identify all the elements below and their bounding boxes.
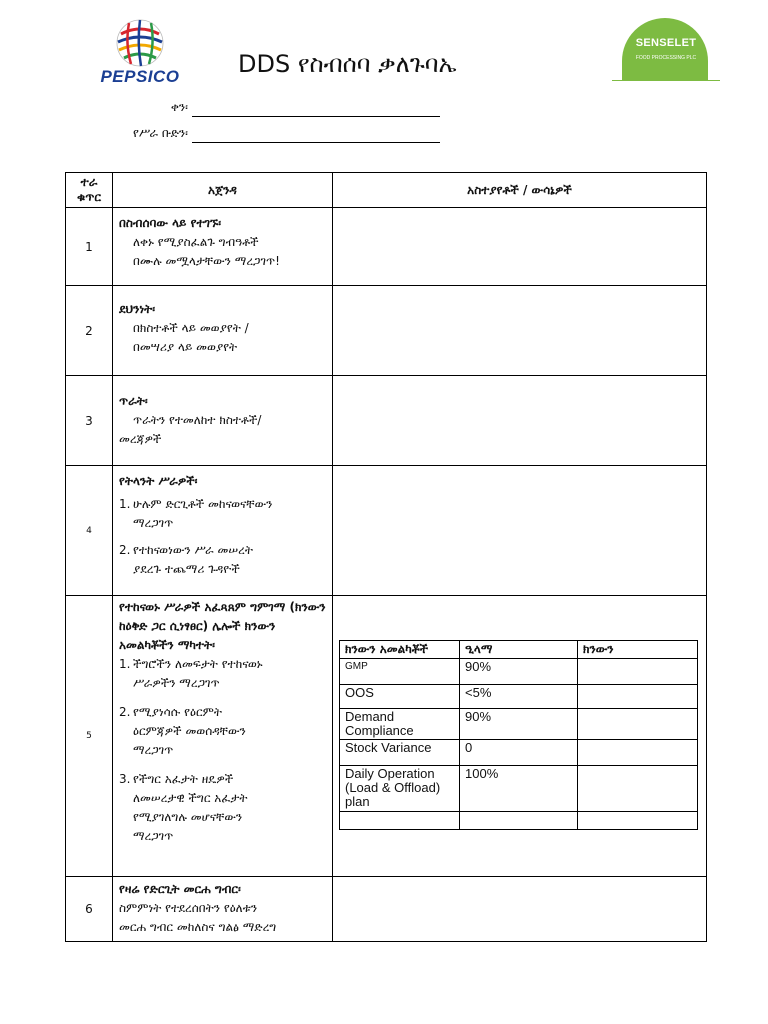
- table-row: [66, 286, 707, 376]
- kpi-target[interactable]: [460, 812, 578, 830]
- item-number: 2.: [119, 705, 131, 719]
- item-number: 1.: [119, 657, 131, 671]
- senselet-logo: [612, 18, 720, 82]
- senselet-wordmark: SENSELET: [635, 37, 697, 49]
- kpi-target: 0: [460, 740, 578, 766]
- date-label: ቀን፡: [170, 100, 188, 114]
- item-text: ለመሠረታዊ ችግር አፈታት: [133, 791, 248, 805]
- kpi-header-target: ዒላማ: [460, 641, 578, 659]
- row-number: 2: [66, 286, 113, 376]
- kpi-header-row: [340, 641, 698, 659]
- senselet-underline: [612, 80, 720, 81]
- pepsico-wordmark: PEPSICO: [100, 67, 180, 86]
- agenda-list-item: [119, 770, 326, 846]
- agenda-line: በክስተቶች ላይ መወያየት /: [133, 321, 249, 335]
- agenda-line: ጥራትን የተመለከተ ክስተቶች/: [133, 413, 262, 427]
- agenda-list-item: [119, 703, 326, 760]
- item-text: የችግር አፈታት ዘዴዎች: [133, 772, 234, 786]
- kpi-actual-cell[interactable]: [578, 812, 698, 830]
- agenda-cell: [113, 466, 333, 596]
- agenda-line: ስምምነት የተደረሰበትን የዕለቱን: [119, 901, 258, 915]
- kpi-actual-cell[interactable]: [578, 766, 698, 812]
- pepsico-globe-icon: [115, 18, 165, 68]
- item-text: የሚያነሳሱ የዕርምት: [133, 705, 222, 719]
- table-row: [66, 376, 707, 466]
- agenda-line: መርሐ ግብር መከለስና ግልፅ ማድረግ: [119, 920, 277, 934]
- kpi-row: [340, 685, 698, 709]
- agenda-cell: [113, 596, 333, 877]
- kpi-indicator: GMP: [340, 659, 460, 685]
- table-header-row: [66, 173, 707, 208]
- item-text: የሚያገለግሉ መሆናቸውን: [133, 810, 243, 824]
- kpi-row: [340, 709, 698, 740]
- kpi-header-actual: ክንውን: [578, 641, 698, 659]
- agenda-cell: [113, 286, 333, 376]
- kpi-actual-cell[interactable]: [578, 659, 698, 685]
- agenda-line: ለቀኑ የሚያስፈልጉ ግብዓቶች: [133, 235, 259, 249]
- item-number: 3.: [119, 772, 131, 786]
- agenda-heading: በስብሰባው ላይ የተገኙ፡: [119, 216, 222, 230]
- item-number: 1.: [119, 497, 131, 511]
- agenda-list-item: [119, 655, 326, 693]
- row-number: 1: [66, 208, 113, 286]
- kpi-indicator: Stock Variance: [340, 740, 460, 766]
- kpi-indicator: OOS: [340, 685, 460, 709]
- agenda-heading: የተከናወኑ ሥራዎች አፈጻጸም ግምገማ (ክንውን ከዕቅድ ጋር ሲነፃፀር) ሌሎች ክንውን አመልካቾችን ማካተት፡: [119, 600, 326, 652]
- agenda-heading: የትላንት ሥራዎች፡: [119, 474, 198, 488]
- row-number: 6: [66, 877, 113, 942]
- kpi-actual-cell[interactable]: [578, 685, 698, 709]
- work-team-label: የሥራ ቡድን፡: [132, 126, 188, 140]
- header-serial-no: ተራ ቁጥር: [66, 173, 113, 208]
- agenda-line: በመሣሪያ ላይ መወያየት: [133, 340, 238, 354]
- table-row: [66, 596, 707, 877]
- kpi-table: [339, 640, 698, 830]
- notes-cell[interactable]: [333, 376, 707, 466]
- date-field[interactable]: [192, 116, 440, 117]
- notes-cell[interactable]: [333, 466, 707, 596]
- row-number: 4: [66, 466, 113, 596]
- kpi-row: [340, 766, 698, 812]
- kpi-target: 90%: [460, 709, 578, 740]
- item-text: የተከናወነውን ሥራ መሠረት: [133, 543, 253, 557]
- item-text: ሥራዎችን ማረጋገጥ: [133, 676, 220, 690]
- item-text: ማረጋገጥ: [133, 516, 174, 530]
- agenda-cell: [113, 208, 333, 286]
- item-text: ችግሮችን ለመፍታት የተከናወኑ: [133, 657, 263, 671]
- agenda-heading: የዛሬ የድርጊት መርሐ ግብር፡: [119, 882, 241, 896]
- kpi-row: [340, 740, 698, 766]
- agenda-heading: ጥራት፡: [119, 394, 148, 408]
- kpi-row: [340, 812, 698, 830]
- kpi-row: [340, 659, 698, 685]
- agenda-cell: [113, 877, 333, 942]
- kpi-target: 100%: [460, 766, 578, 812]
- table-row: [66, 466, 707, 596]
- item-text: ያደረጉ ተጨማሪ ጉዳዮች: [133, 562, 240, 576]
- kpi-indicator: Daily Operation (Load & Offload) plan: [340, 766, 460, 812]
- work-team-field[interactable]: [192, 142, 440, 143]
- item-text: ሁሉም ድርጊቶች መከናወናቸውን: [133, 497, 273, 511]
- table-row: [66, 877, 707, 942]
- agenda-line: በሙሉ መሟላታቸውን ማረጋገጥ!: [133, 254, 280, 268]
- kpi-header-indicator: ክንውን አመልካቾች: [340, 641, 460, 659]
- kpi-target: <5%: [460, 685, 578, 709]
- agenda-table: [65, 172, 707, 942]
- header-agenda: አጀንዳ: [113, 173, 333, 208]
- notes-cell[interactable]: [333, 877, 707, 942]
- item-text: ዕርምጃዎች መወሰዳቸውን: [133, 724, 246, 738]
- notes-cell: [333, 596, 707, 877]
- notes-cell[interactable]: [333, 208, 707, 286]
- kpi-indicator: Demand Compliance: [340, 709, 460, 740]
- agenda-cell: [113, 376, 333, 466]
- row-number: 3: [66, 376, 113, 466]
- agenda-list-item: [119, 541, 326, 579]
- kpi-actual-cell[interactable]: [578, 709, 698, 740]
- agenda-line: መረጃዎች: [119, 432, 162, 446]
- item-text: ማረጋገጥ: [133, 829, 174, 843]
- agenda-heading: ደህንነት፡: [119, 302, 156, 316]
- page-title: DDS የስብሰባ ቃለጉባኤ: [238, 50, 457, 78]
- item-number: 2.: [119, 543, 131, 557]
- kpi-target: 90%: [460, 659, 578, 685]
- agenda-list-item: [119, 495, 326, 533]
- senselet-logo-badge: [622, 18, 708, 80]
- pepsico-logo: [88, 18, 192, 90]
- header-comments-decisions: አስተያየቶች / ውሳኔዎች: [333, 173, 707, 208]
- notes-cell[interactable]: [333, 286, 707, 376]
- kpi-actual-cell[interactable]: [578, 740, 698, 766]
- item-text: ማረጋገጥ: [133, 743, 174, 757]
- kpi-indicator[interactable]: [340, 812, 460, 830]
- row-number: 5: [66, 596, 113, 877]
- senselet-tagline: FOOD PROCESSING PLC: [635, 55, 697, 61]
- table-row: [66, 208, 707, 286]
